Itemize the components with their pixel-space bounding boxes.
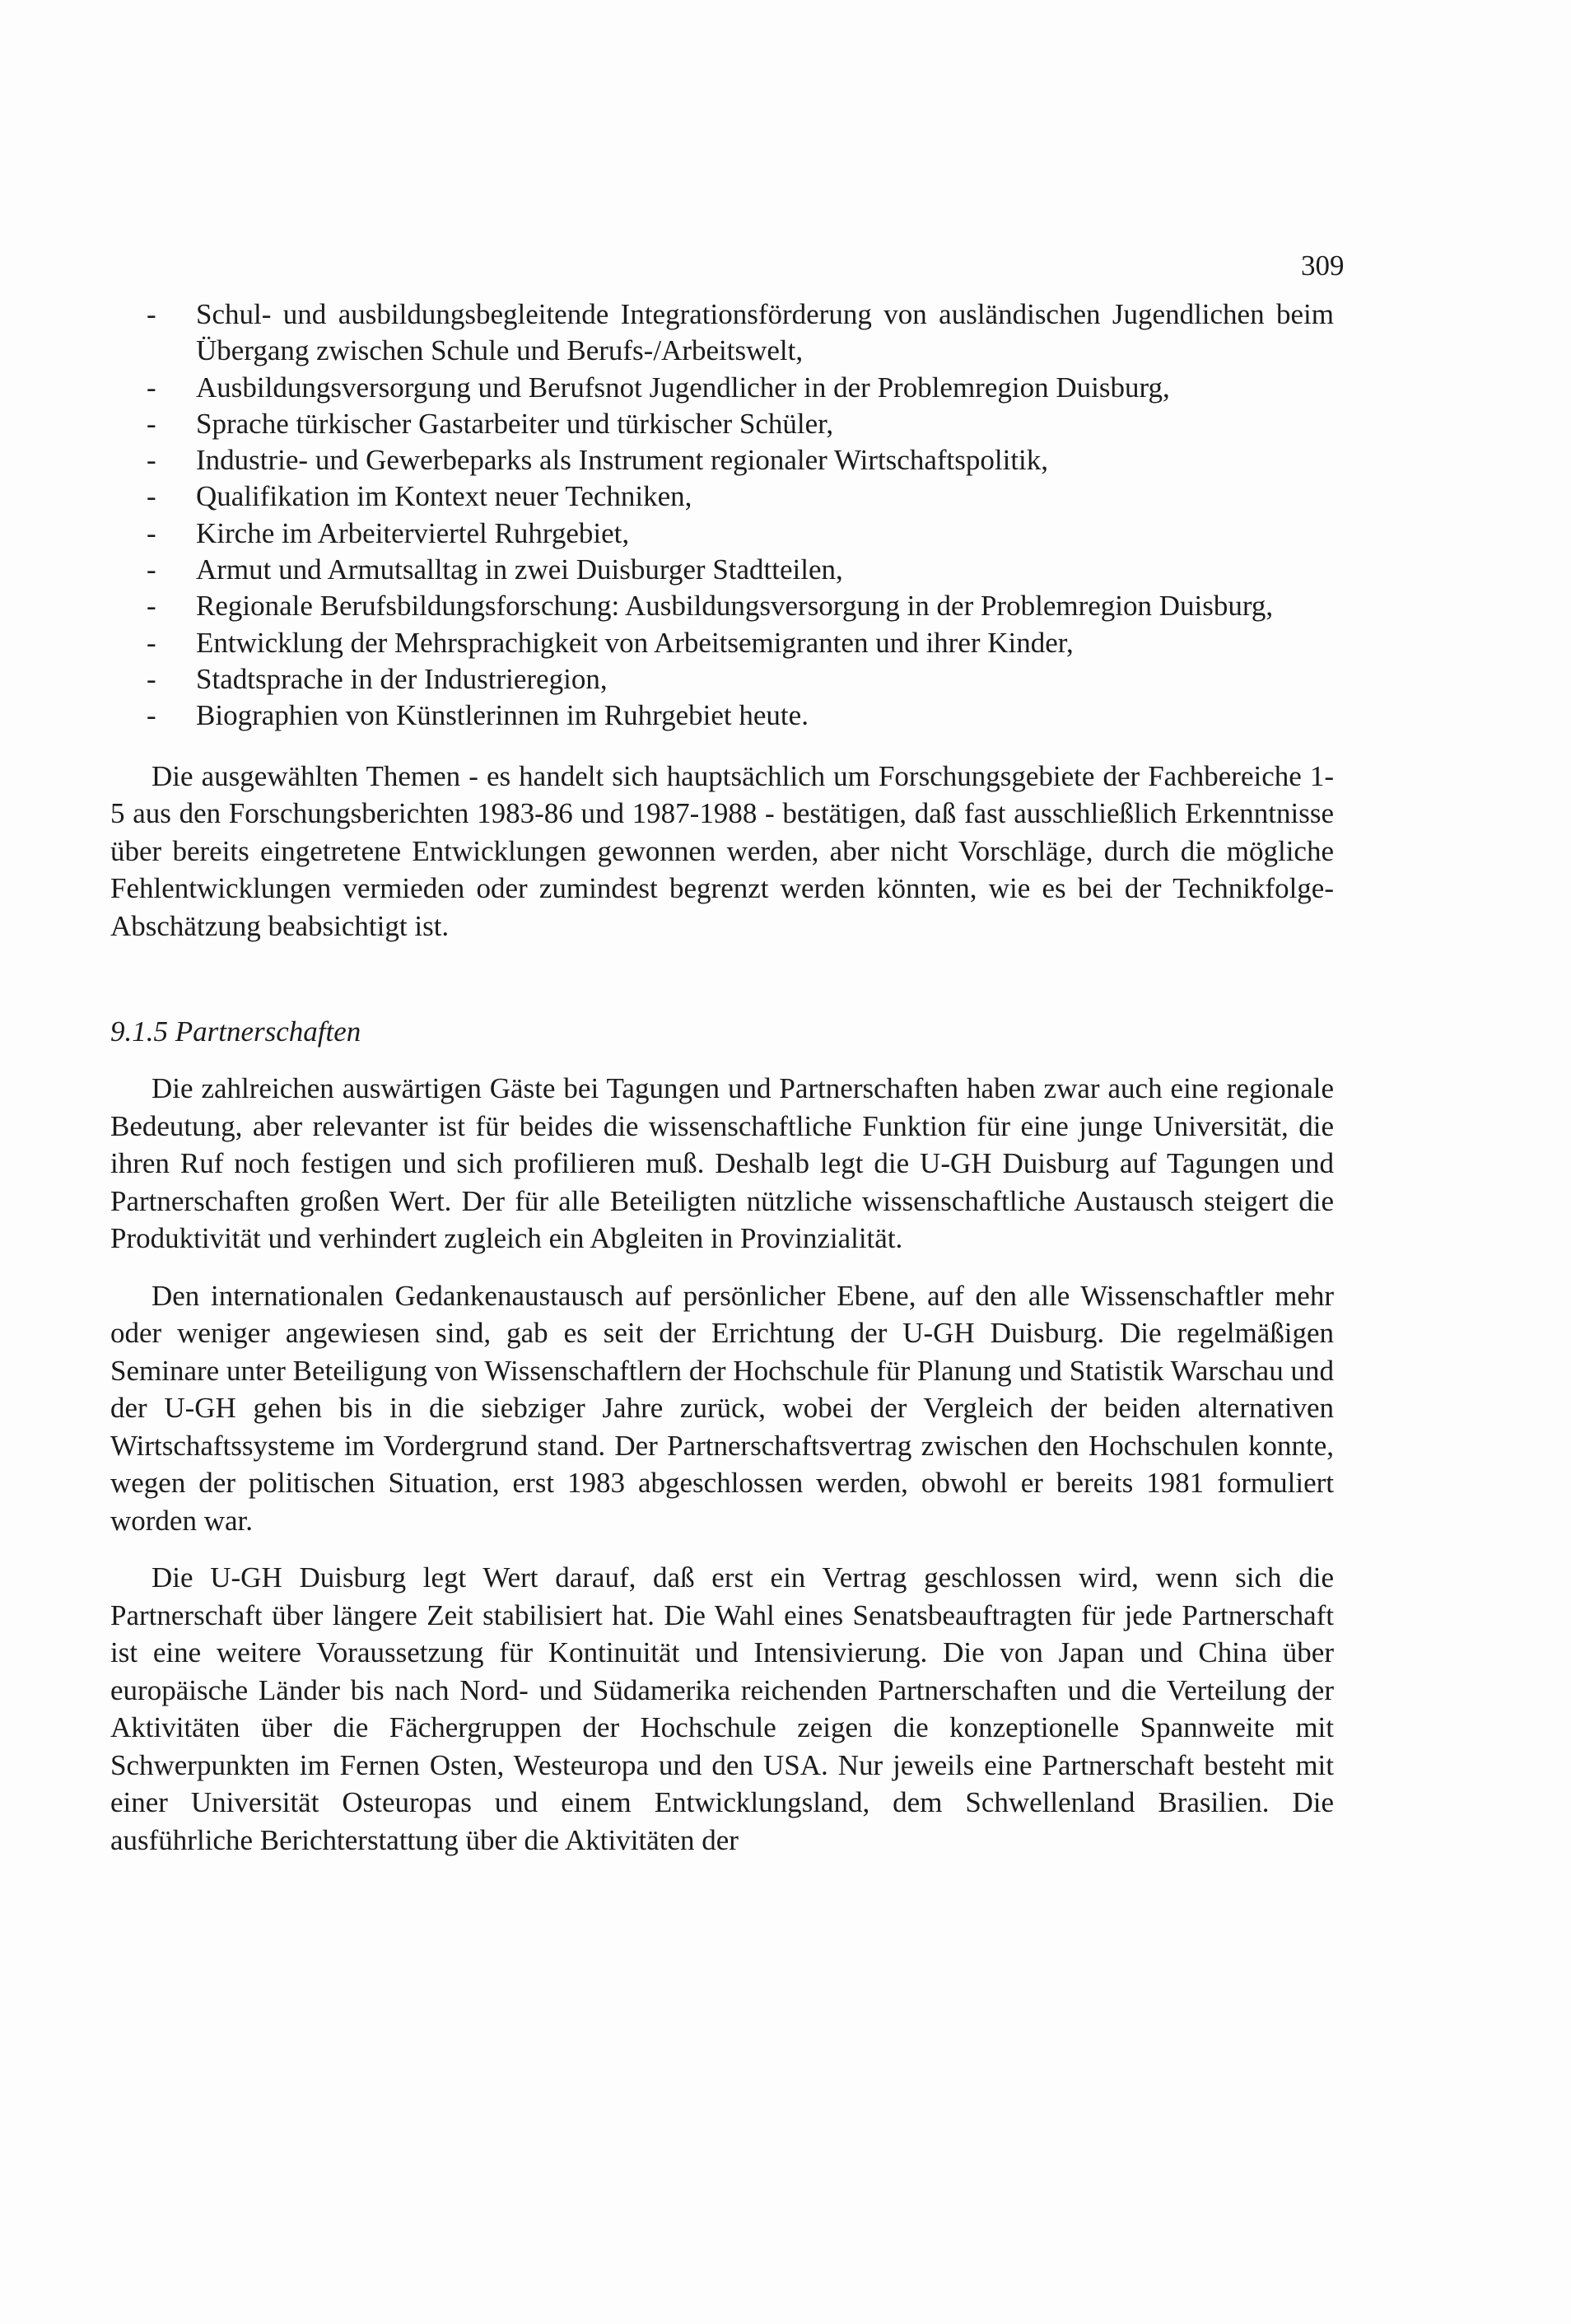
list-dash: - xyxy=(147,371,156,404)
list-item-text: Stadtsprache in der Industrieregion, xyxy=(196,662,608,695)
list-item xyxy=(110,478,1334,515)
list-item xyxy=(110,588,1334,624)
list-dash: - xyxy=(147,480,156,513)
page-number: 309 xyxy=(1301,250,1345,282)
guests-paragraph: Die zahlreichen auswärtigen Gäste bei Tagungen und Partnerschaften haben zwar auch eine regionale Bedeutung, aber relevanter ist für beides die wissenschaftliche Funktion für eine junge Universität, die ihren Ruf noch festigen und sich profilieren muß. Deshalb legt die U-GH Duisburg auf Tagungen und Partnerschaften großen Wert. Der für alle Beteiligten nützliche wissenschaftliche Austausch steigert die Produktivität und verhindert zugleich ein Abgleiten in Provinzialität. xyxy=(110,1072,1334,1255)
list-dash: - xyxy=(147,699,156,732)
list-item-text: Biographien von Künstlerinnen im Ruhrgebiet heute. xyxy=(196,699,809,732)
list-item-text: Schul- und ausbildungsbegleitende Integrationsförderung von ausländischen Jugendlichen beim Übergang zwischen Schule und Berufs-/Arbeitswelt, xyxy=(196,298,1334,367)
list-dash: - xyxy=(147,590,156,623)
list-dash: - xyxy=(147,553,156,586)
list-item xyxy=(110,296,1334,370)
list-item-text: Entwicklung der Mehrsprachigkeit von Arbeitsemigranten und ihrer Kinder, xyxy=(196,626,1074,659)
list-dash: - xyxy=(147,516,156,549)
list-item xyxy=(110,661,1334,698)
list-item xyxy=(110,625,1334,661)
contract-paragraph: Die U-GH Duisburg legt Wert darauf, daß erst ein Vertrag geschlossen wird, wenn sich die Partnerschaft über längere Zeit stabilisiert hat. Die Wahl eines Senatsbeauftragten für jede Partnerschaft ist eine weitere Voraussetzung für Kontinuität und Intensivierung. Die von Japan und China über europäische Länder bis nach Nord- und Südamerika reichenden Partnerschaften und die Verteilung der Aktivitäten über die Fächergruppen der Hochschule zeigen die konzeptionelle Spannweite mit Schwerpunkten im Fernen Osten, Westeuropa und den USA. Nur jeweils eine Partnerschaft besteht mit einer Universität Osteuropas und einem Entwicklungsland, dem Schwellenland Brasilien. Die ausführliche Berichterstattung über die Aktivitäten der xyxy=(110,1561,1334,1856)
list-item xyxy=(110,406,1334,442)
list-item xyxy=(110,370,1334,406)
exchange-paragraph: Den internationalen Gedankenaustausch auf persönlicher Ebene, auf den alle Wissenschaftler mehr oder weniger angewiesen sind, gab es seit der Errichtung der U-GH Duisburg. Die regelmäßigen Seminare unter Beteiligung von Wissenschaftlern der Hochschule für Planung und Statistik Warschau und der U-GH gehen bis in die siebziger Jahre zurück, wobei der Vergleich der beiden alternativen Wirtschaftssysteme im Vordergrund stand. Der Partnerschaftsvertrag zwischen den Hochschulen konnte, wegen der politischen Situation, erst 1983 abgeschlossen werden, obwohl er bereits 1981 formuliert worden war. xyxy=(110,1279,1334,1537)
list-item-text: Sprache türkischer Gastarbeiter und türkischer Schüler, xyxy=(196,407,834,440)
list-item-text: Qualifikation im Kontext neuer Techniken, xyxy=(196,480,692,513)
list-dash: - xyxy=(147,444,156,477)
section-heading: 9.1.5 Partnerschaften xyxy=(110,1015,361,1048)
list-item xyxy=(110,516,1334,552)
page-content xyxy=(110,296,1334,1859)
research-topics-list xyxy=(110,296,1334,735)
list-item xyxy=(110,442,1334,478)
list-item-text: Ausbildungsversorgung und Berufsnot Jugendlicher in der Problemregion Duisburg, xyxy=(196,371,1170,404)
list-item xyxy=(110,552,1334,588)
list-dash: - xyxy=(147,662,156,695)
list-dash: - xyxy=(147,407,156,440)
list-item-text: Kirche im Arbeiterviertel Ruhrgebiet, xyxy=(196,516,630,549)
list-item xyxy=(110,698,1334,734)
list-item-text: Regionale Berufsbildungsforschung: Ausbildungsversorgung in der Problemregion Duisburg, xyxy=(196,590,1274,623)
themes-paragraph: Die ausgewählten Themen - es handelt sich hauptsächlich um Forschungsgebiete der Fachbereiche 1-5 aus den Forschungsberichten 1983-86 und 1987-1988 - bestätigen, daß fast ausschließlich Erkenntnisse über bereits eingetretene Entwicklungen gewonnen werden, aber nicht Vorschläge, durch die mögliche Fehlentwicklungen vermieden oder zumindest begrenzt werden könnten, wie es bei der Technikfolge- Abschätzung beabsichtigt ist. xyxy=(110,759,1334,942)
list-item-text: Armut und Armutsalltag in zwei Duisburger Stadtteilen, xyxy=(196,553,843,586)
list-dash: - xyxy=(147,298,156,330)
list-item-text: Industrie- und Gewerbeparks als Instrument regionaler Wirtschaftspolitik, xyxy=(196,444,1049,477)
list-dash: - xyxy=(147,626,156,659)
